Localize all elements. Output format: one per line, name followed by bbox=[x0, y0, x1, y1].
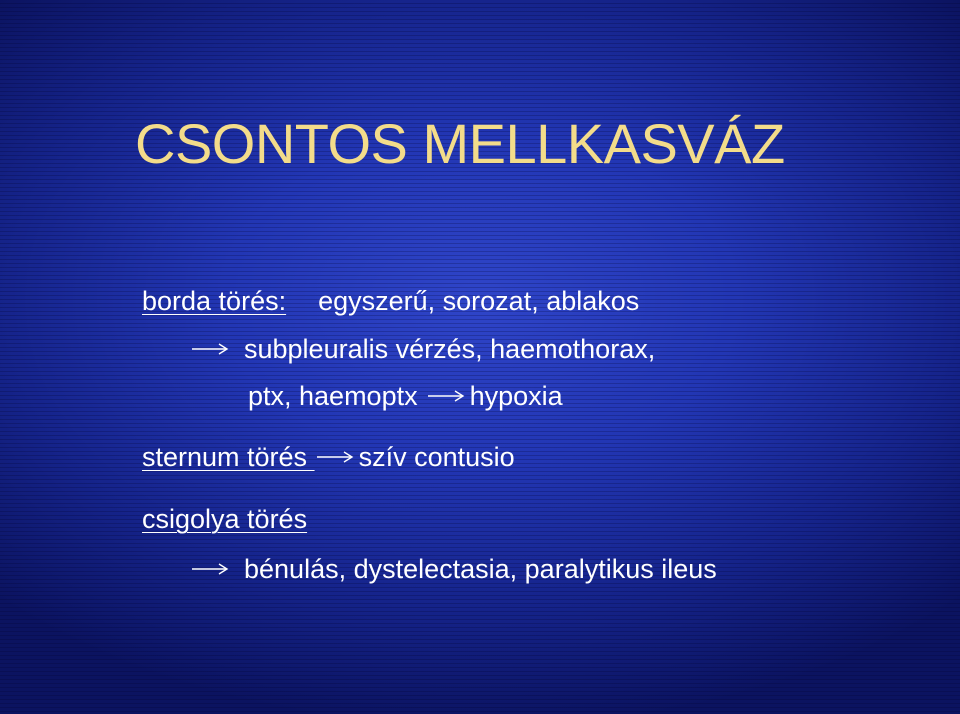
right-arrow-icon bbox=[315, 449, 355, 465]
rib-consequence-1: subpleuralis vérzés, haemothorax, bbox=[244, 334, 656, 364]
rib-fracture-line bbox=[142, 285, 639, 317]
rib-consequence-2b: hypoxia bbox=[469, 381, 563, 411]
right-arrow-icon bbox=[190, 561, 230, 577]
rib-consequence-line-2 bbox=[248, 380, 563, 412]
rib-fracture-label: borda törés: bbox=[142, 286, 287, 316]
right-arrow-icon bbox=[426, 388, 466, 404]
rib-consequence-2a: ptx, haemoptx bbox=[248, 381, 418, 411]
sternum-fracture-label: sternum törés bbox=[142, 442, 315, 472]
vertebra-fracture-line bbox=[142, 503, 307, 535]
slide-title: CSONTOS MELLKASVÁZ bbox=[135, 112, 785, 175]
vertebra-consequence: bénulás, dystelectasia, paralytikus ileus bbox=[244, 554, 717, 584]
rib-consequence-line-1 bbox=[190, 333, 655, 365]
rib-fracture-types: egyszerű, sorozat, ablakos bbox=[318, 286, 640, 316]
vertebra-fracture-label: csigolya törés bbox=[142, 504, 308, 534]
right-arrow-icon bbox=[190, 341, 230, 357]
sternum-fracture-line bbox=[142, 441, 515, 473]
sternum-consequence: szív contusio bbox=[358, 442, 515, 472]
vertebra-consequence-line bbox=[190, 553, 717, 585]
